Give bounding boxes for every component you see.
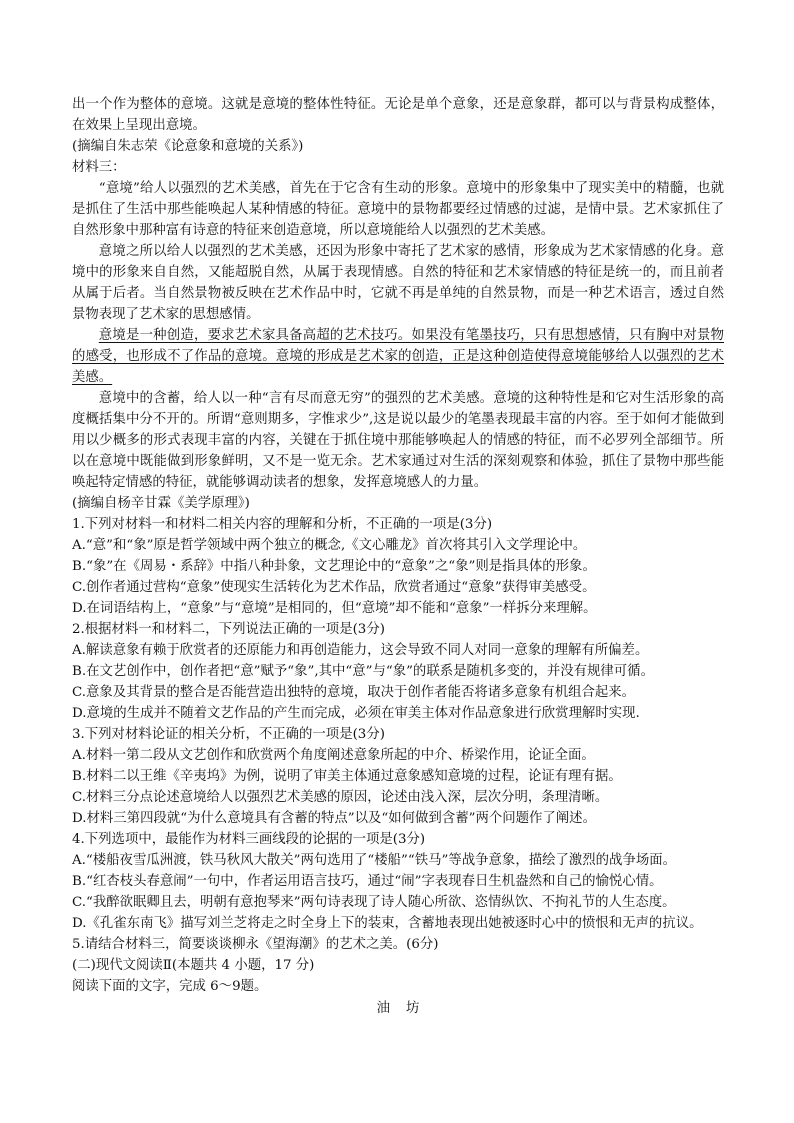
exam-page — [72, 94, 724, 1019]
material3-label: 材料三： — [72, 160, 126, 175]
option-c: C.材料三分点论述意境给人以强烈艺术美感的原因，论述由浅入深，层次分明，条理清晰。 — [72, 790, 609, 805]
question-stem: 4.下列选项中，最能作为材料三画线段的论据的一项是(3分) — [72, 832, 426, 847]
option-a: A.“楼船夜雪瓜洲渡，铁马秋风大散关”两句选用了“楼船”“铁马”等战争意象，描绘了激烈的战争场面。 — [72, 853, 677, 868]
option-a: A.“意”和“象”原是哲学领域中两个独立的概念,《文心雕龙》首次将其引入文学理论中。 — [72, 538, 587, 553]
material3-paragraph-2: 意境之所以给人以强烈的艺术美感，还因为形象中寄托了艺术家的感情，形象成为艺术家情感的化身。意境中的形象来自自然，又能超脱自然，从属于表现情感。自然的特征和艺术家情感的特征是统一的，而且前者从属于后者。当自然景物被反映在艺术作品中时，它就不再是单纯的自然景物，而是一种艺术语言，透过自然景物表现了艺术家的思想感情。 — [72, 244, 724, 322]
material3-paragraph-1: “意境”给人以强烈的艺术美感，首先在于它含有生动的形象。意境中的形象集中了现实美中的精髓，也就是抓住了生活中那些能唤起人某种情感的特征。意境中的景物都要经过情感的过滤，是情中景。艺术家抓住了自然形象中那种富有诗意的特征来创造意境，所以意境能给人以强烈的艺术美感。 — [72, 181, 724, 238]
question-stem: 5.请结合材料三，简要谈谈柳永《望海潮》的艺术之美。(6分) — [72, 937, 439, 952]
option-d: D.在词语结构上，“意象”与“意境”是相同的，但“意境”却不能和“意象”一样拆分来理解。 — [72, 601, 597, 616]
passage-title: 油坊 — [376, 1001, 436, 1016]
option-b: B.材料二以王维《辛夷坞》为例，说明了审美主体通过意象感知意境的过程，论证有理有据。 — [72, 769, 622, 784]
option-d: D.《孔雀东南飞》描写刘兰芝将走之时全身上下的装束，含蓄地表现出她被逐时心中的愤恨和无声的抗议。 — [72, 916, 703, 931]
option-b: B.在文艺创作中，创作者把“意”赋予“象”,其中“意”与“象”的联系是随机多变的，并没有规律可循。 — [72, 664, 654, 679]
question-stem: 1.下列对材料一和材料二相关内容的理解和分析，不正确的一项是(3分) — [72, 517, 493, 532]
material3-source: (摘编自杨辛甘霖《美学原理》) — [72, 496, 250, 511]
question-2 — [72, 619, 724, 724]
question-stem: 3.下列对材料论证的相关分析，不正确的一项是(3分) — [72, 727, 385, 742]
section-heading: (二)现代文阅读Ⅱ(本题共 4 小题，17 分) — [72, 958, 315, 973]
material3-paragraph-3-underlined: 意境是一种创造，要求艺术家具备高超的艺术技巧。如果没有笔墨技巧，只有思想感情，只有胸中对景物的感受，也形成不了作品的意境。意境的形成是艺术家的创造，正是这种创造使得意境能够给人以强烈的艺术美感。 — [72, 328, 724, 385]
option-b: B.“象”在《周易・系辞》中指八种卦象，文艺理论中的“意象”之“象”则是指具体的形象。 — [72, 559, 596, 574]
material3-paragraph-4: 意境中的含蓄，给人以一种“言有尽而意无穷”的强烈的艺术美感。意境的这种特性是和它对生活形象的高度概括集中分不开的。所谓“意则期多，字惟求少”,这是说以最少的笔墨表现最丰富的内容。至于如何才能做到用以少概多的形式表现丰富的内容，关键在于抓住境中那能够唤起人的情感的特征，而不必罗列全部细节。所以在意境中既能做到形象鲜明，又不是一览无余。艺术家通过对生活的深刻观察和体验，抓住了景物中那些能唤起特定情感的特征，就能够调动读者的想象，发挥意境感人的力量。 — [72, 391, 724, 490]
question-1 — [72, 514, 724, 619]
option-c: C.“我醉欲眠卿且去，明朝有意抱琴来”两句诗表现了诗人随心所欲、恣情纵饮、不拘礼节的人生态度。 — [72, 895, 676, 910]
question-5 — [72, 934, 724, 955]
question-stem: 2.根据材料一和材料二，下列说法正确的一项是(3分) — [72, 622, 385, 637]
option-c: C.意象及其背景的整合是否能营造出独特的意境，取决于创作者能否将诸多意象有机组合起来。 — [72, 685, 636, 700]
option-d: D.材料三第四段就“为什么意境具有含蓄的特点”以及“如何做到含蓄”两个问题作了阐述。 — [72, 811, 596, 826]
question-3 — [72, 724, 724, 829]
section-instruction: 阅读下面的文字，完成 6～9题。 — [72, 979, 268, 994]
option-a: A.解读意象有赖于欣赏者的还原能力和再创造能力，这会导致不同人对同一意象的理解有所偏差。 — [72, 643, 649, 658]
option-c: C.创作者通过营构“意象”使现实生活转化为艺术作品，欣赏者通过“意象”获得审美感受。 — [72, 580, 596, 595]
material2-source: (摘编自朱志荣《论意象和意境的关系》) — [72, 139, 304, 154]
option-b: B.“红杏枝头春意闹”一句中，作者运用语言技巧，通过“闹”字表现春日生机盎然和自己的愉悦心情。 — [72, 874, 663, 889]
question-4 — [72, 829, 724, 934]
material2-closing-paragraph: 出一个作为整体的意境。这就是意境的整体性特征。无论是单个意象，还是意象群，都可以与背景构成整体，在效果上呈现出意境。 — [72, 97, 724, 133]
option-d: D.意境的生成并不随着文艺作品的产生而完成，必须在审美主体对作品意象进行欣赏理解时实现. — [72, 706, 640, 721]
option-a: A.材料一第二段从文艺创作和欣赏两个角度阐述意象所起的中介、桥梁作用，论证全面。 — [72, 748, 595, 763]
